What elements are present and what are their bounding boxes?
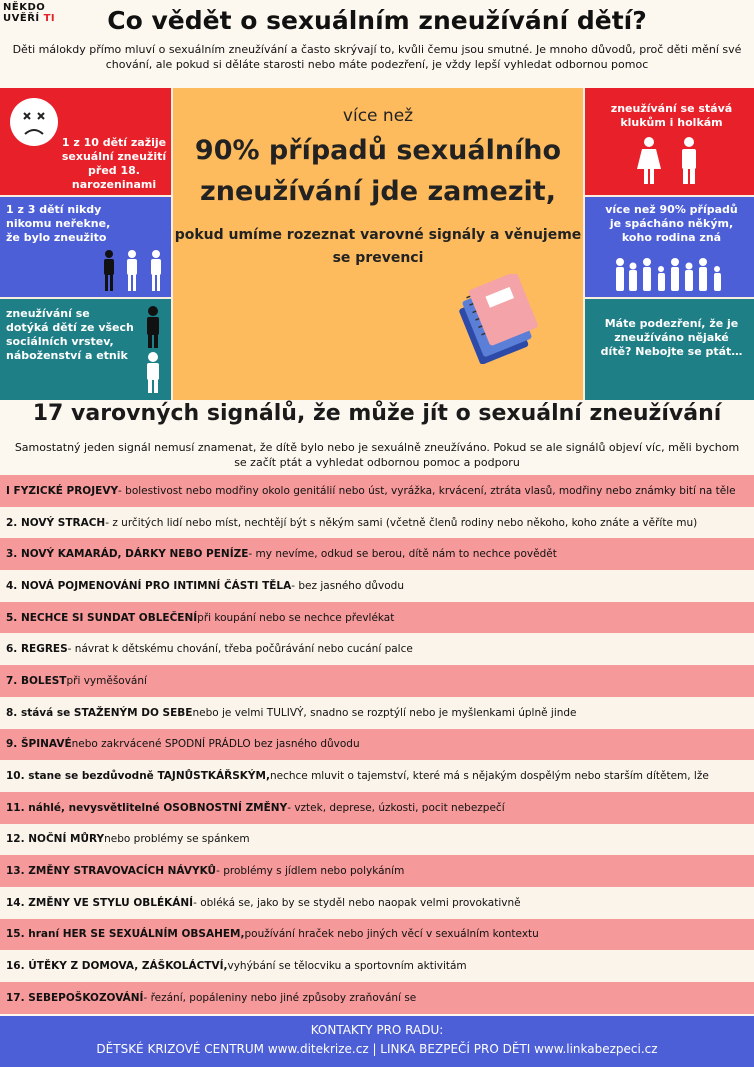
fact-3-box [0, 299, 171, 400]
signal-row-14: 14. ZMĚNY VE STYLU OBLÉKÁNÍ - obléká se, jako by se styděl nebo naopak velmi provokativně [0, 887, 754, 919]
signal-row-6: 6. REGRES - návrat k dětskému chování, třeba počůrávání nebo cucání palce [0, 633, 754, 665]
signal-row-11: 11. náhlé, nevysvětlitelné OSOBNOSTNÍ ZMĚNY - vztek, deprese, úzkosti, pocit nebezpečí [0, 792, 754, 824]
signal-row-1: I FYZICKÉ PROJEVY - bolestivost nebo modřiny okolo genitálií nebo úst, vyrážka, krvácení, ztráta vlasů, modřiny nebo známky bití na těle [0, 475, 754, 507]
signal-row-2: 2. NOVÝ STRACH - z určitých lidí nebo míst, nechtějí být s někým sami (včetně členů rodiny nebo někoho, koho znáte a věříte mu) [0, 507, 754, 539]
fact-4-box [585, 88, 754, 195]
family-icon [613, 257, 725, 293]
page-title: Co vědět o sexuálním zneužívání dětí? [107, 6, 647, 35]
fact-2-box [0, 197, 171, 297]
fact-2-text: 1 z 3 dětí nikdy nikomu neřekne, že bylo zneužito [6, 203, 111, 244]
signal-row-3: 3. NOVÝ KAMARÁD, DÁRKY NEBO PENÍZE - my nevíme, odkud se berou, dítě nám to nechce povědět [0, 538, 754, 570]
signal-row-9: 9. ŠPINAVÉ nebo zakrvácené SPODNÍ PRÁDLO bez jasného důvodu [0, 729, 754, 761]
fact-1-box [0, 88, 171, 195]
center-more-than: více než [342, 106, 414, 126]
notebooks-icon [453, 274, 553, 364]
intro-text: Děti málokdy přímo mluví o sexuálním zneužívání a často skrývají to, kvůli čemu jsou smutné. Je mnoho důvodů, proč děti mění své chování, ale pokud si děláte starosti nebo máte podezření, je vždy lepší vyhledat odbornou pomoc [12, 43, 742, 71]
sad-face-icon [8, 96, 60, 148]
signal-row-15: 15. hraní HER SE SEXUÁLNÍM OBSAHEM, používání hraček nebo jiných věcí v sexuálním kontextu [0, 919, 754, 951]
signal-row-10: 10. stane se bezdůvodně TAJNŮSTKÁŘSKÝM, nechce mluvit o tajemství, které má s nějakým dospělým nebo starším dítětem, lže [0, 760, 754, 792]
signals-note: Samostatný jeden signál nemusí znamenat, že dítě bylo nebo je sexuálně zneužíváno. Pokud se ale signálů objeví víc, měli bychom se začít ptát a vyhledat odbornou pomoc a podporu [14, 441, 740, 469]
two-people-icon [142, 305, 164, 395]
signals-heading: 17 varovných signálů, že může jít o sexuální zneužívání [32, 401, 722, 426]
signal-row-16: 16. ÚTĚKY Z DOMOVA, ZÁŠKOLÁCTVÍ, vyhýbání se tělocviku a sportovním aktivitám [0, 950, 754, 982]
signals-list [0, 475, 754, 1014]
logo-line1: NĚKDO [3, 2, 46, 13]
fact-4-text: zneužívání se stává klukům i holkám [610, 102, 733, 129]
signal-row-4: 4. NOVÁ POJMENOVÁNÍ PRO INTIMNÍ ČÁSTI TĚLA - bez jasného důvodu [0, 570, 754, 602]
fact-6-text: Máte podezření, že je zneužíváno nějaké dítě? Nebojte se ptát… [600, 317, 743, 358]
fact-5-text: více než 90% případů je spácháno někým, koho rodina zná [605, 203, 738, 244]
signal-row-8: 8. stává se STAŽENÝM DO SEBE nebo je velmi TULIVÝ, snadno se rozptýlí nebo je myšlenkami úplně jinde [0, 697, 754, 729]
footer-heading: KONTAKTY PRO RADU: [310, 1023, 444, 1037]
center-subtext: pokud umíme rozeznat varovné signály a věnujeme se prevenci [174, 227, 582, 266]
signal-row-5: 5. NECHCE SI SUNDAT OBLEČENÍ při koupání nebo se nechce převlékat [0, 602, 754, 634]
signal-row-7: 7. BOLEST při vyměšování [0, 665, 754, 697]
people-icon [100, 249, 170, 293]
signal-row-12: 12. NOČNÍ MŮRY nebo problémy se spánkem [0, 824, 754, 856]
fact-5-box [585, 197, 754, 297]
fact-3-text: zneužívání se dotýká dětí ze všech sociálních vrstev, náboženství a etnik [6, 307, 134, 362]
center-headline: 90% případů sexuálního zneužívání jde zamezit, [194, 135, 562, 207]
center-highlight [173, 88, 583, 400]
fact-6-box [585, 299, 754, 400]
fact-1-text: 1 z 10 dětí zažije sexuální zneužití před 18. narozeninami [61, 136, 167, 191]
signal-row-13: 13. ZMĚNY STRAVOVACÍCH NÁVYKŮ - problémy s jídlem nebo polykáním [0, 855, 754, 887]
contacts-footer [0, 1016, 754, 1067]
logo-mark: TI [43, 13, 56, 24]
logo-line2: UVĚŘÍ TI [3, 13, 56, 24]
signal-row-17: 17. SEBEPOŠKOZOVÁNÍ - řezání, popáleniny nebo jiné způsoby zraňování se [0, 982, 754, 1014]
footer-contacts[interactable]: DĚTSKÉ KRIZOVÉ CENTRUM www.ditekrize.cz | LINKA BEZPEČÍ PRO DĚTI www.linkabezpeci.cz [96, 1042, 658, 1056]
girl-boy-icon [633, 136, 707, 186]
